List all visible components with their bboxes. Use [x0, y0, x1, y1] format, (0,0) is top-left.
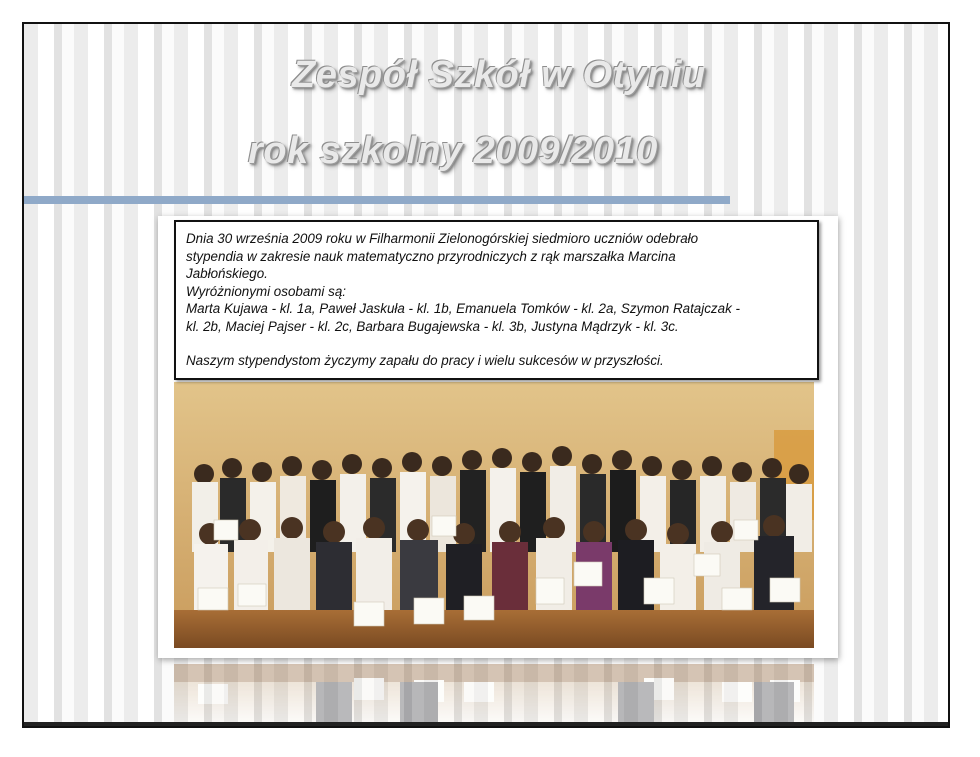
accent-bar [24, 196, 730, 204]
announcement-line: Dnia 30 września 2009 roku w Filharmonii Zielonogórskiej siedmioro uczniów odebrało [186, 231, 699, 246]
announcement-line: Jabłońskiego. [186, 266, 268, 281]
group-photo-image [174, 382, 814, 648]
honorees-list-line: Marta Kujawa - kl. 1a, Paweł Jaskuła - kl. 1b, Emanuela Tomków - kl. 2a, Szymon Ratajczak - [186, 301, 740, 316]
photo-reflection [174, 664, 814, 728]
announcement-line: stypendia w zakresie nauk matematyczno przyrodniczych z rąk marszałka Marcina [186, 248, 676, 264]
honorees-heading: Wyróżnionymi osobami są: [186, 283, 346, 299]
group-photo [174, 382, 814, 648]
slide-subtitle: rok szkolny 2009/2010 [248, 130, 658, 172]
photo-reflection-image [174, 664, 814, 728]
announcement-text-box [174, 220, 819, 380]
paragraph-gap [186, 335, 807, 352]
slide [22, 22, 950, 728]
slide-title: Zespół Szkół w Otyniu [292, 54, 706, 96]
closing-wishes: Naszym stypendystom życzymy zapału do pracy i wielu sukcesów w przyszłości. [186, 353, 664, 368]
honorees-list-line: kl. 2b, Maciej Pajser - kl. 2c, Barbara Bugajewska - kl. 3b, Justyna Mądrzyk - kl. 3c. [186, 318, 679, 334]
